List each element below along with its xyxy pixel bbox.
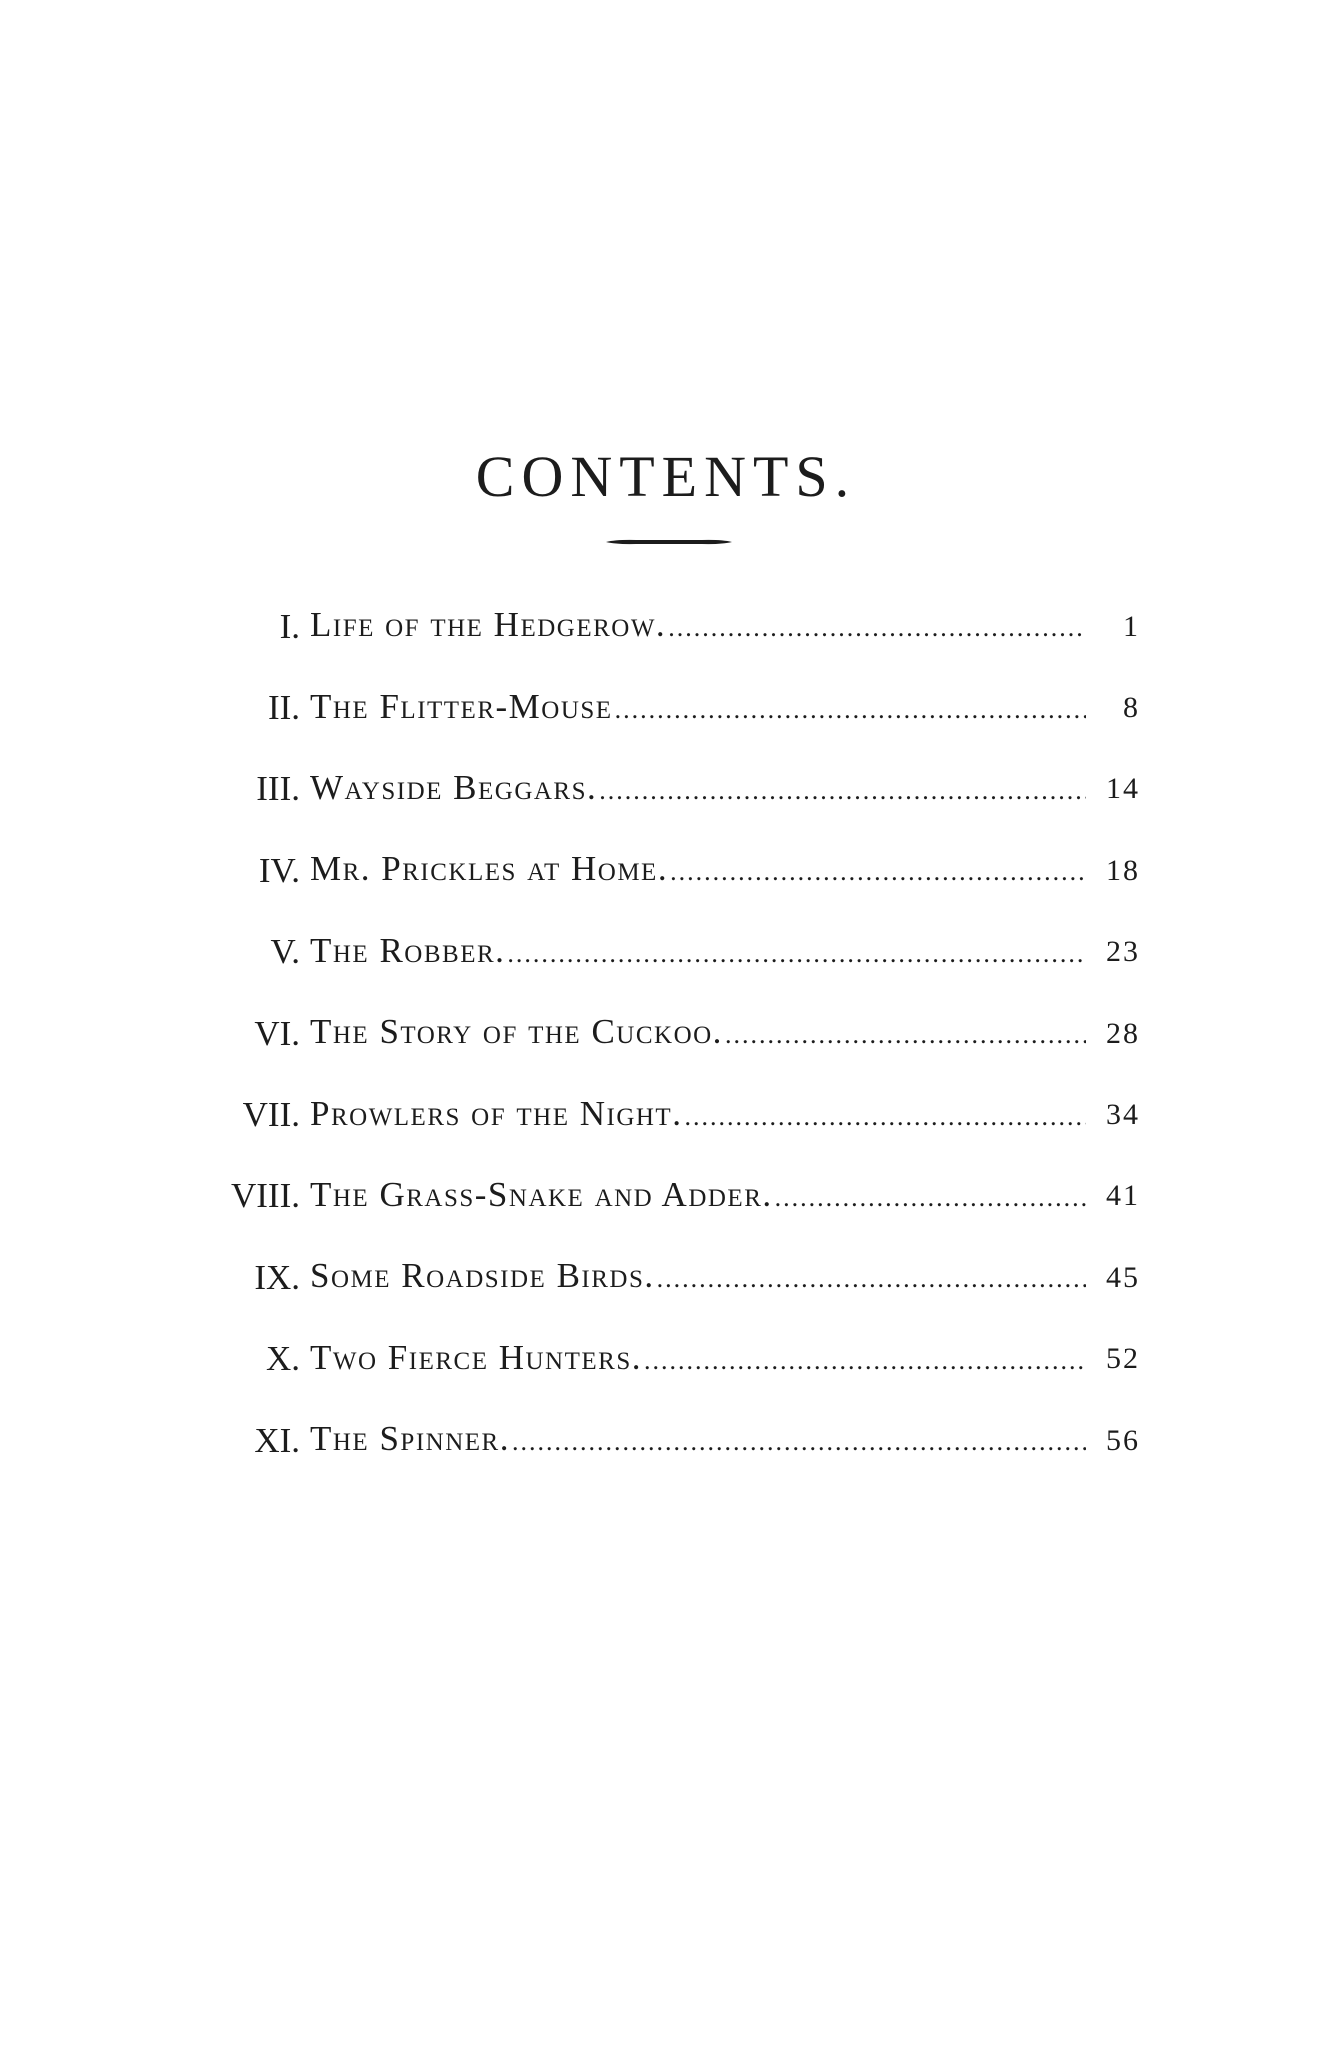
chapter-number: II. [267, 688, 300, 728]
page-number: 41 [1106, 1179, 1140, 1213]
page-title: CONTENTS. [475, 444, 857, 509]
dot-leader [684, 1097, 1086, 1137]
toc-entry[interactable] [200, 1156, 1140, 1237]
page-number: 18 [1106, 853, 1140, 887]
dot-leader [512, 1422, 1086, 1462]
table-of-contents [200, 586, 1140, 1481]
toc-entry[interactable] [200, 1074, 1140, 1155]
dot-leader [615, 690, 1086, 730]
page-number: 23 [1106, 935, 1140, 969]
page-number: 28 [1106, 1016, 1140, 1050]
page-number: 8 [1123, 691, 1140, 725]
chapter-number: IV. [258, 850, 300, 890]
toc-entry[interactable] [200, 1400, 1140, 1481]
chapter-number: VIII. [231, 1176, 300, 1216]
toc-entry[interactable] [200, 1319, 1140, 1400]
toc-entry[interactable] [200, 830, 1140, 911]
chapter-title: Two Fierce Hunters. [310, 1337, 642, 1377]
chapter-number: VI. [254, 1013, 300, 1053]
title-rule-ornament [606, 538, 732, 546]
page-number: 14 [1106, 772, 1140, 806]
chapter-title: The Story of the Cuckoo. [310, 1012, 723, 1052]
page-number: 1 [1123, 609, 1140, 643]
toc-entry[interactable] [200, 993, 1140, 1074]
chapter-number: VII. [242, 1095, 300, 1135]
toc-entry[interactable] [200, 1237, 1140, 1318]
chapter-number: XI. [254, 1420, 300, 1460]
dot-leader [507, 934, 1086, 974]
chapter-title: The Grass-Snake and Adder. [310, 1174, 773, 1214]
chapter-number: V. [270, 932, 300, 972]
toc-entry[interactable] [200, 749, 1140, 830]
dot-leader [725, 1015, 1086, 1055]
chapter-title: Prowlers of the Night. [310, 1093, 683, 1133]
chapter-number: I. [279, 606, 300, 646]
chapter-title: Mr. Prickles at Home. [310, 849, 669, 889]
dot-leader [657, 1259, 1086, 1299]
chapter-title: Some Roadside Birds. [310, 1256, 655, 1296]
chapter-title: The Robber. [310, 930, 506, 970]
dot-leader [599, 771, 1086, 811]
page-number: 45 [1106, 1260, 1140, 1294]
chapter-title: Life of the Hedgerow. [310, 605, 667, 645]
chapter-number: X. [265, 1339, 300, 1379]
toc-entry[interactable] [200, 912, 1140, 993]
toc-entry[interactable] [200, 586, 1140, 667]
page-number: 52 [1106, 1342, 1140, 1376]
page-number: 56 [1106, 1423, 1140, 1457]
chapter-title: The Spinner. [310, 1419, 510, 1459]
chapter-title: The Flitter-Mouse [310, 686, 613, 726]
chapter-number: IX. [254, 1257, 300, 1297]
chapter-number: III. [256, 769, 300, 809]
dot-leader [670, 852, 1086, 892]
page-number: 34 [1106, 1098, 1140, 1132]
chapter-title: Wayside Beggars. [310, 767, 598, 807]
dot-leader [668, 608, 1086, 648]
toc-entry[interactable] [200, 667, 1140, 748]
dot-leader [644, 1341, 1086, 1381]
dot-leader [775, 1178, 1086, 1218]
